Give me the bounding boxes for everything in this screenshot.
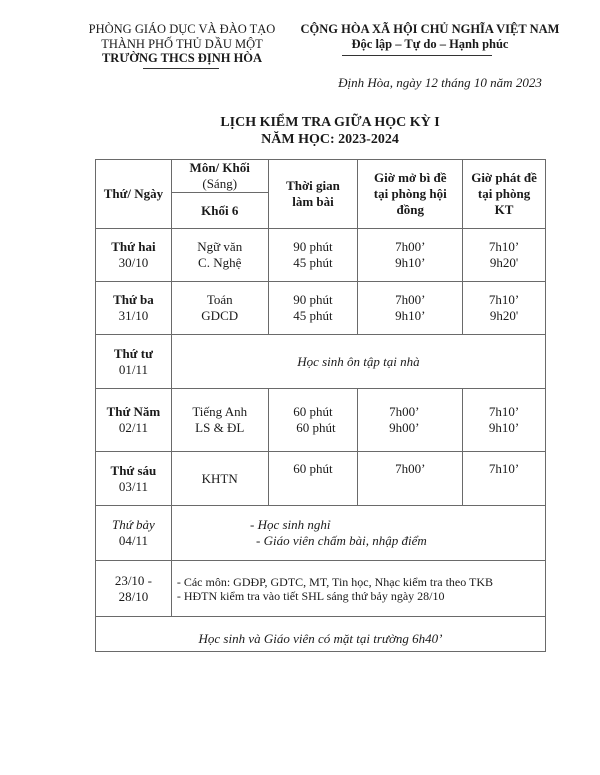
day-name: Thứ tư <box>113 345 153 361</box>
dist-time: 9h20' <box>489 255 519 270</box>
header-session: (Sáng) <box>202 176 238 191</box>
note-line: - Học sinh nghỉ <box>250 517 331 532</box>
header-dist-time <box>463 160 546 229</box>
department-name: PHÒNG GIÁO DỤC VÀ ĐÀO TẠO <box>88 22 276 36</box>
duration: 45 phút <box>293 308 333 323</box>
dist-time: 7h10’ <box>488 292 520 307</box>
dist-time: 7h10’ <box>488 461 520 476</box>
header-dist-line: tại phòng <box>477 186 531 201</box>
duration: 90 phút <box>293 292 333 307</box>
duration: 45 phút <box>293 255 333 270</box>
duration: 60 phút <box>293 404 333 419</box>
dist-time: 9h10’ <box>488 420 520 435</box>
day-date: 02/11 <box>118 420 148 435</box>
header-dist-line: Giờ phát đề <box>471 170 537 185</box>
motto: Độc lập – Tự do – Hạnh phúc <box>351 36 509 51</box>
note-line: - Giáo viên chấm bài, nhập điểm <box>256 533 427 548</box>
open-time-cell <box>358 389 463 452</box>
note-line: - HĐTN kiểm tra vào tiết SHL sáng thứ bảy ngày 28/10 <box>176 589 445 603</box>
subject: C. Nghệ <box>198 255 242 270</box>
header-dist-line: KT <box>494 202 514 217</box>
header-open-line: đồng <box>396 202 424 217</box>
day-cell <box>96 389 172 452</box>
header-day: Thứ/ Ngày <box>96 160 172 229</box>
day-date: 23/10 - <box>114 572 153 588</box>
day-date: 30/10 <box>118 255 149 270</box>
day-name: Thứ sáu <box>110 462 157 478</box>
subject-cell <box>171 452 268 506</box>
duration: 60 phút <box>293 461 333 476</box>
open-time-cell <box>358 229 463 282</box>
duration-cell <box>268 389 358 452</box>
note-line: - Các môn: GDĐP, GDTC, MT, Tin học, Nhạc kiểm tra theo TKB <box>176 575 494 589</box>
subject: Toán <box>206 292 233 307</box>
day-name: Thứ bảy <box>111 517 155 532</box>
duration-cell <box>268 282 358 335</box>
day-cell <box>96 506 172 561</box>
header-subject-label: Môn/ Khối <box>189 160 250 175</box>
header-grade: Khối 6 <box>171 193 268 229</box>
open-time: 7h00’ <box>389 404 420 419</box>
saturday-notes <box>171 506 545 561</box>
school-name: TRƯỜNG THCS ĐỊNH HÒA <box>101 51 263 65</box>
open-time: 7h00’ <box>395 292 426 307</box>
other-subjects-notes <box>171 561 545 617</box>
open-time: 9h10’ <box>395 308 426 323</box>
open-time: 7h00’ <box>395 461 426 476</box>
day-cell <box>96 335 172 389</box>
subject: Tiếng Anh <box>192 404 248 419</box>
review-note: Học sinh ôn tập tại nhà <box>171 335 545 389</box>
open-time-cell <box>358 452 463 506</box>
day-date: 04/11 <box>118 533 148 548</box>
header-open-line: Giờ mở bì đề <box>373 170 447 185</box>
subject: KHTN <box>201 470 238 486</box>
motto-underline <box>342 55 492 56</box>
open-time: 9h00’ <box>389 420 420 435</box>
day-date: 03/11 <box>118 478 148 494</box>
exam-schedule-table <box>95 159 546 652</box>
subject-cell <box>171 282 268 335</box>
header-duration-line: Thời gian <box>286 178 340 193</box>
table-row <box>96 452 546 506</box>
dist-time-cell <box>463 389 546 452</box>
open-time: 9h10’ <box>395 255 426 270</box>
header-open-line: tại phòng hội <box>373 186 447 201</box>
duration: 90 phút <box>293 239 333 254</box>
day-cell <box>96 561 172 617</box>
table-row <box>96 389 546 452</box>
table-row <box>96 282 546 335</box>
subject-cell <box>171 389 268 452</box>
header-open-time <box>358 160 463 229</box>
header-subject <box>171 160 268 193</box>
dist-time: 7h10’ <box>488 239 520 254</box>
country-name: CỘNG HÒA XÃ HỘI CHỦ NGHĨA VIỆT NAM <box>300 22 560 36</box>
day-cell <box>96 229 172 282</box>
header-left <box>82 22 282 66</box>
school-underline <box>143 68 219 69</box>
dist-time-cell <box>463 229 546 282</box>
day-date: 31/10 <box>118 308 149 323</box>
subject: Ngữ văn <box>197 239 243 254</box>
day-cell <box>96 282 172 335</box>
day-date: 01/11 <box>118 361 148 377</box>
header-duration-line: làm bài <box>292 194 334 209</box>
header-duration <box>268 160 358 229</box>
table-row <box>96 335 546 389</box>
issue-date: Định Hòa, ngày 12 tháng 10 năm 2023 <box>338 75 542 90</box>
duration-cell <box>268 452 358 506</box>
day-name: Thứ ba <box>113 292 154 307</box>
open-time: 7h00’ <box>395 239 426 254</box>
table-row <box>96 506 546 561</box>
document-title <box>150 115 510 148</box>
subject-cell <box>171 229 268 282</box>
day-name: Thứ Năm <box>106 404 161 419</box>
day-name: Thứ hai <box>111 239 156 254</box>
day-cell <box>96 452 172 506</box>
city-name: THÀNH PHỐ THỦ DẦU MỘT <box>101 36 263 51</box>
open-time-cell <box>358 282 463 335</box>
title-line-1: LỊCH KIỂM TRA GIỮA HỌC KỲ I <box>220 115 440 130</box>
table-footer-row <box>96 617 546 652</box>
attendance-note: Học sinh và Giáo viên có mặt tại trường 6h40’ <box>96 617 546 652</box>
dist-time: 9h20' <box>489 308 519 323</box>
duration: 60 phút <box>296 420 336 435</box>
dist-time-cell <box>463 282 546 335</box>
title-line-2: NĂM HỌC: 2023-2024 <box>261 131 399 147</box>
table-row <box>96 229 546 282</box>
day-date: 28/10 <box>118 588 149 604</box>
dist-time-cell <box>463 452 546 506</box>
duration-cell <box>268 229 358 282</box>
dist-time: 7h10’ <box>488 404 520 419</box>
subject: LS & ĐL <box>195 420 245 435</box>
header-right <box>300 22 560 51</box>
table-row <box>96 561 546 617</box>
subject: GDCD <box>201 308 239 323</box>
